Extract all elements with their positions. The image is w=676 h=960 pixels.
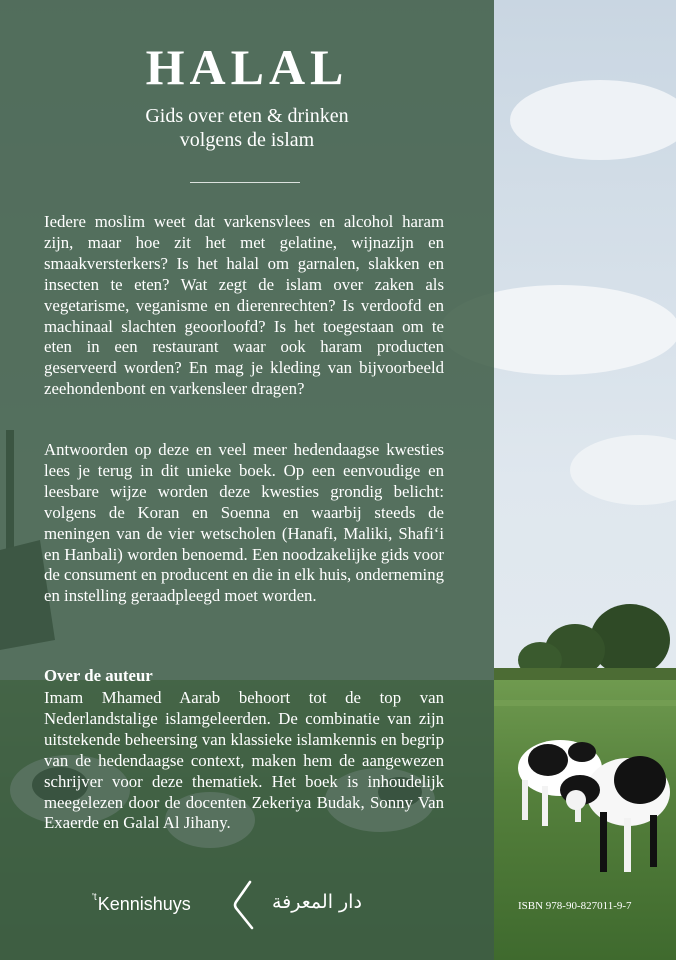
subtitle-line-1: Gids over eten & drinken [145,105,349,127]
isbn-number: ISBN 978-90-827011-9-7 [518,900,632,912]
publisher-name: Kennishuys [97,894,191,914]
book-title: HALAL [145,39,349,95]
publisher-prefix: 't [92,892,97,903]
arabic-publisher-logo: دار المعرفة [272,891,362,913]
about-author-heading: Over de auteur [44,666,153,685]
chevron-bracket-logo-icon [228,880,260,930]
about-author-paragraph: Imam Mhamed Aarab behoort tot de top van Nederlandstalige islamgeleerden. De combinatie van zijn uitstekende beheersing van klassieke islamkennis en begrip van de hedendaagse context, maken hem de aangewezen schrijver voor deze thematiek. Het boek is inhoudelijk meegelezen door de docenten Zekeriya Budak, Sonny Van Exaerde en Galal Al Jihany. [44,688,444,833]
book-subtitle [0,104,494,152]
title-divider [190,182,300,183]
blurb-paragraph-2: Antwoorden op deze en veel meer hedendaagse kwesties lees je terug in dit unieke boek. Op een eenvoudige en leesbare wijze worden deze kwesties grondig belicht: volgens de Koran en Soenna en waarbij steeds de meningen van de vier wetscholen (Hanafi, Maliki, Shafi‘i en Hanbali) worden benoemd. Een noodzakelijke gids voor de consument en producent en die in elk huis, onderneming en instelling geraadpleegd moet worden. [44,440,444,606]
blurb-paragraph-1: Iedere moslim weet dat varkensvlees en alcohol haram zijn, maar hoe zit het met gelatine, wijnazijn en smaakversterkers? Is het halal om garnalen, slakken en insecten te eten? Wat zegt de islam over zaken als vegetarisme, veganisme en dierenrechten? Is verdoofd en machinaal slachten geoorloofd? Is het toegestaan om te eten in een restaurant waar ook haram producten geserveerd worden? En mag je kleding van bijvoorbeeld zeehondenbont en varkensleer dragen? [44,212,444,399]
publisher-logo-kennishuys [92,894,191,915]
subtitle-line-2: volgens de islam [179,129,315,151]
